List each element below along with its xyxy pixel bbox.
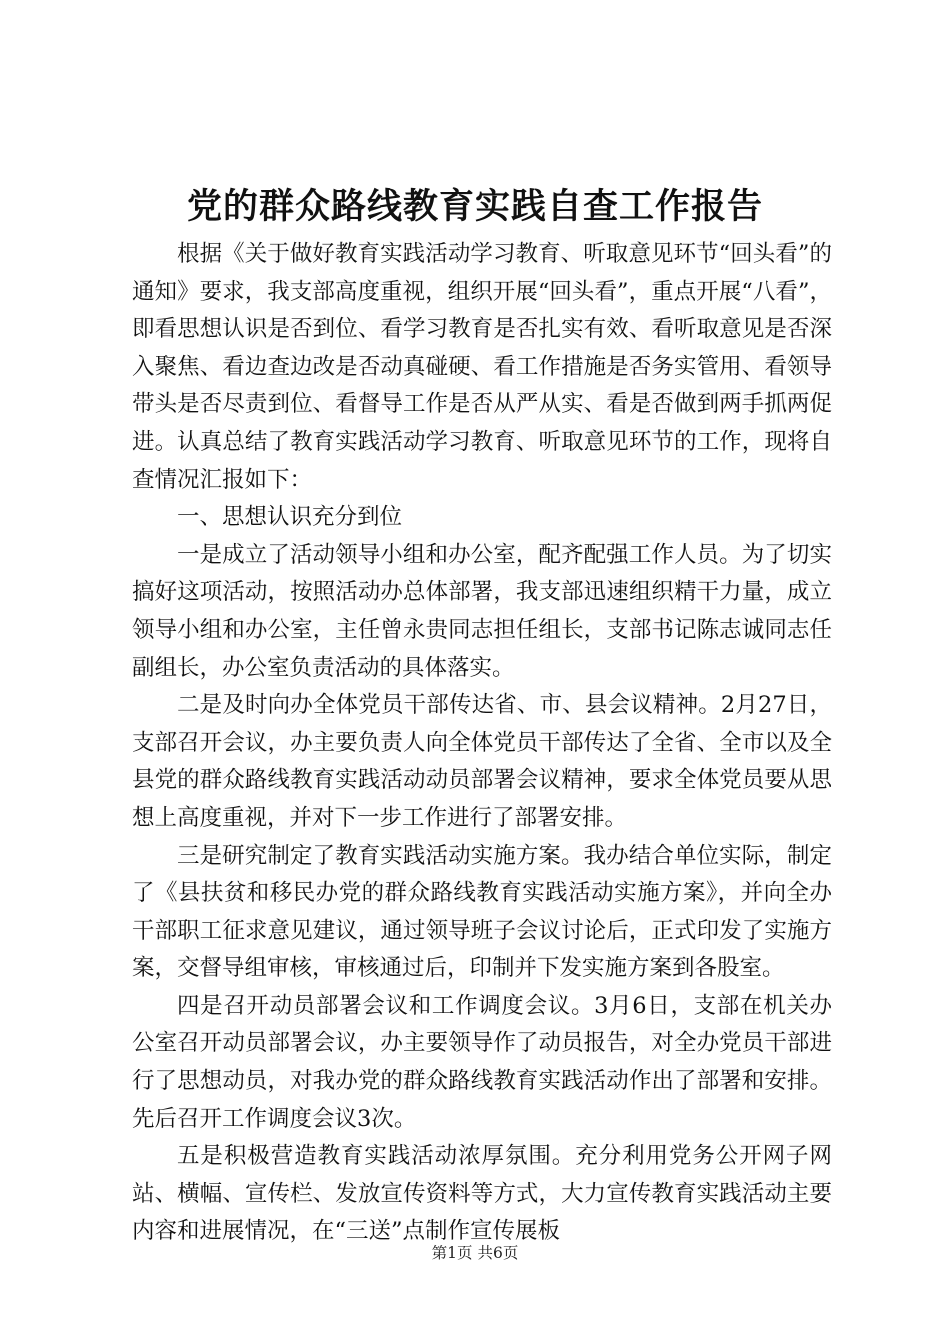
paragraph-3: 三是研究制定了教育实践活动实施方案。我办结合单位实际，制定了《县扶贫和移民办党的群众路线教育实践活动实施方案》，并向全办干部职工征求意见建议，通过领导班子会议讨论后，正式印发了实施方案，交督导组审核，审核通过后，印制并下发实施方案到各股室。 (132, 842, 832, 982)
document-title: 党的群众路线教育实践自查工作报告 (186, 187, 763, 227)
document-body (132, 236, 832, 1251)
section-heading-1: 一、思想认识充分到位 (177, 504, 403, 531)
paragraph-4: 四是召开动员部署会议和工作调度会议。3月6日，支部在机关办公室召开动员部署会议，办主要领导作了动员报告，对全办党员干部进行了思想动员，对我办党的群众路线教育实践活动作出了部署和安排。先后召开工作调度会议3次。 (132, 992, 832, 1132)
intro-paragraph: 根据《关于做好教育实践活动学习教育、听取意见环节“回头看”的通知》要求，我支部高度重视，组织开展“回头看”，重点开展“八看”，即看思想认识是否到位、看学习教育是否扎实有效、看听取意见是否深入聚焦、看边查边改是否动真碰硬、看工作措施是否务实管用、看领导带头是否尽责到位、看督导工作是否从严从实、看是否做到两手抓两促进。认真总结了教育实践活动学习教育、听取意见环节的工作，现将自查情况汇报如下： (132, 241, 832, 493)
paragraph-5: 五是积极营造教育实践活动浓厚氛围。充分利用党务公开网子网站、横幅、宣传栏、发放宣传资料等方式，大力宣传教育实践活动主要内容和进展情况，在“三送”点制作宣传展板 (132, 1143, 832, 1245)
page-footer: 第1页 共6页 (431, 1244, 519, 1262)
paragraph-1: 一是成立了活动领导小组和办公室，配齐配强工作人员。为了切实搞好这项活动，按照活动办总体部署，我支部迅速组织精干力量，成立领导小组和办公室，主任曾永贵同志担任组长，支部书记陈志诚同志任副组长，办公室负责活动的具体落实。 (132, 541, 832, 681)
paragraph-2: 二是及时向办全体党员干部传达省、市、县会议精神。2月27日，支部召开会议，办主要负责人向全体党员干部传达了全省、全市以及全县党的群众路线教育实践活动动员部署会议精神，要求全体党员要从思想上高度重视，并对下一步工作进行了部署安排。 (132, 692, 832, 831)
